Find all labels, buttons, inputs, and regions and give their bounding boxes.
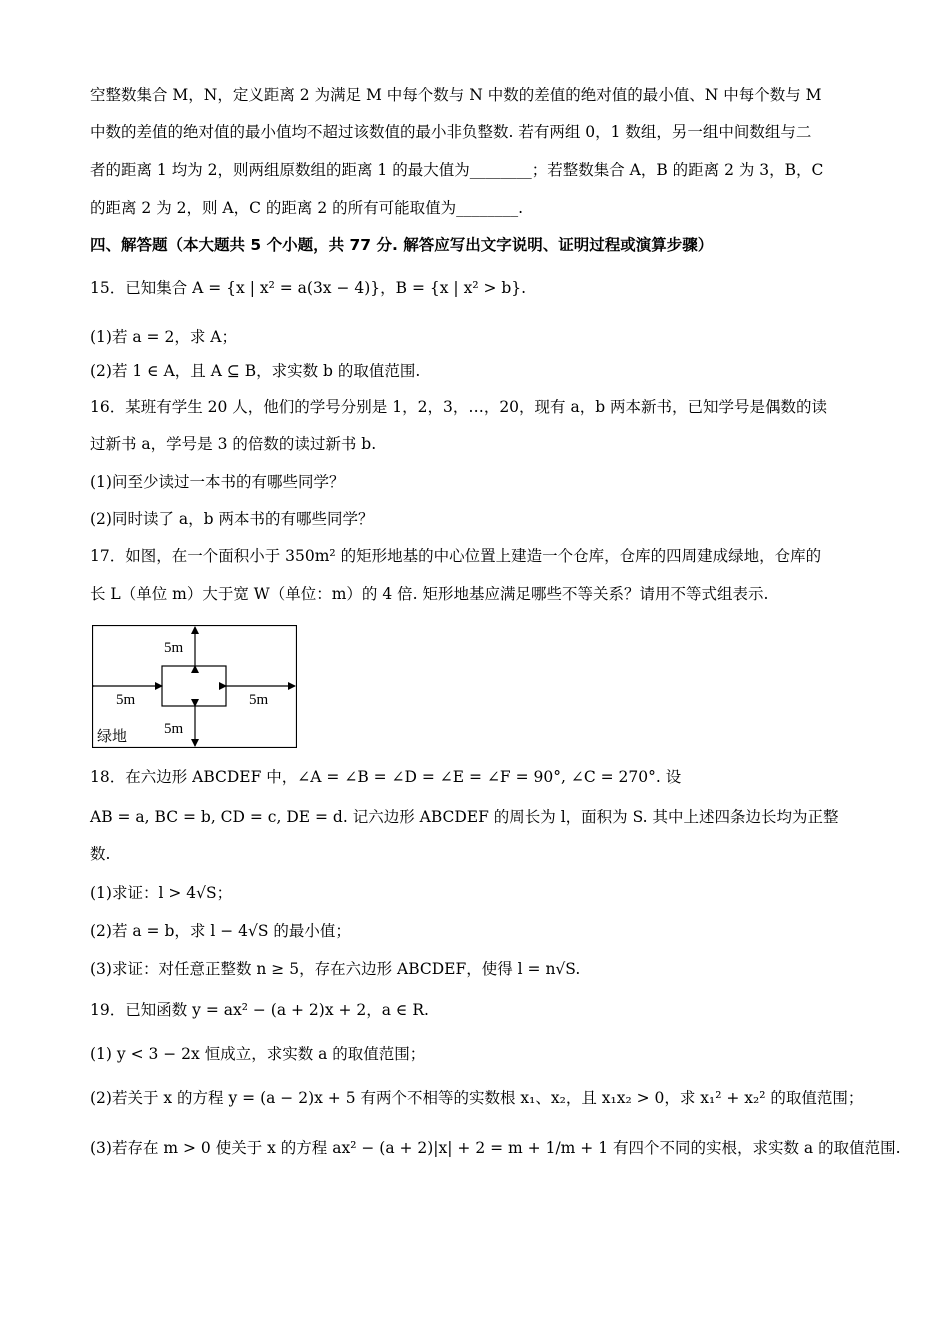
land-diagram (92, 625, 297, 748)
problem-15-stem: 15．已知集合 A = {x | x² = a(3x − 4)}，B = {x | x² > b}. (90, 279, 527, 297)
problem-18-part-1: (1)求证：l > 4√S； (90, 884, 233, 902)
section-heading: 四、解答题（本大题共 5 个小题，共 77 分. 解答应写出文字说明、证明过程或演算步骤） (90, 236, 714, 254)
right-label: 5m (249, 692, 269, 708)
problem-17-stem-1: 17．如图，在一个面积小于 350m² 的矩形地基的中心位置上建造一个仓库，仓库的四周建成绿地，仓库的 (90, 547, 822, 565)
problem-19-part-1: (1) y < 3 − 2x 恒成立，求实数 a 的取值范围； (90, 1045, 426, 1063)
text-line-4: 的距离 2 为 2，则 A，C 的距离 2 的所有可能取值为________. (90, 199, 524, 217)
problem-19-part-3: (3)若存在 m > 0 使关于 x 的方程 ax² − (a + 2)|x| + 2 = m + 1/m + 1 有四个不同的实根，求实数 a 的取值范围. (90, 1139, 901, 1157)
top-label: 5m (164, 640, 184, 656)
warehouse-rect (162, 666, 226, 706)
problem-16-stem-2: 过新书 a，学号是 3 的倍数的读过新书 b. (90, 435, 377, 453)
problem-15-part-2: (2)若 1 ∈ A，且 A ⊆ B，求实数 b 的取值范围. (90, 362, 421, 380)
problem-16-part-1: (1)问至少读过一本书的有哪些同学？ (90, 473, 345, 491)
problem-18-stem-3: 数. (90, 845, 111, 863)
land-figure (92, 625, 297, 748)
problem-16-part-2: (2)同时读了 a，b 两本书的有哪些同学？ (90, 510, 374, 528)
problem-15-part-1: (1)若 a = 2，求 A； (90, 328, 237, 346)
problem-16-stem-1: 16．某班有学生 20 人，他们的学号分别是 1，2，3，…，20，现有 a，b 两本新书，已知学号是偶数的读 (90, 398, 828, 416)
text-line-3: 者的距离 1 均为 2，则两组原数组的距离 1 的最大值为________；若整数集合 A，B 的距离 2 为 3，B，C (90, 161, 824, 179)
problem-18-part-2: (2)若 a = b，求 l − 4√S 的最小值； (90, 922, 351, 940)
left-label: 5m (116, 692, 136, 708)
problem-18-part-3: (3)求证：对任意正整数 n ≥ 5，存在六边形 ABCDEF，使得 l = n√S. (90, 960, 581, 978)
bottom-label: 5m (164, 721, 184, 737)
text-line-2: 中数的差值的绝对值的最小值均不超过该数值的最小非负整数. 若有两组 0，1 数组，另一组中间数组与二 (90, 123, 812, 141)
problem-19-part-2: (2)若关于 x 的方程 y = (a − 2)x + 5 有两个不相等的实数根 x₁、x₂，且 x₁x₂ > 0，求 x₁² + x₂² 的取值范围； (90, 1089, 864, 1107)
text-line-1: 空整数集合 M，N，定义距离 2 为满足 M 中每个数与 N 中数的差值的绝对值的最小值、N 中每个数与 M (90, 86, 822, 104)
problem-19-stem: 19．已知函数 y = ax² − (a + 2)x + 2，a ∈ R. (90, 1001, 429, 1019)
green-area-label: 绿地 (97, 729, 128, 745)
problem-18-stem-1: 18．在六边形 ABCDEF 中，∠A = ∠B = ∠D = ∠E = ∠F = 90°, ∠C = 270°. 设 (90, 768, 682, 786)
problem-18-stem-2: AB = a, BC = b, CD = c, DE = d. 记六边形 ABCDEF 的周长为 l，面积为 S. 其中上述四条边长均为正整 (90, 808, 839, 826)
problem-17-stem-2: 长 L（单位 m）大于宽 W（单位：m）的 4 倍. 矩形地基应满足哪些不等关系？请用不等式组表示. (90, 585, 769, 603)
